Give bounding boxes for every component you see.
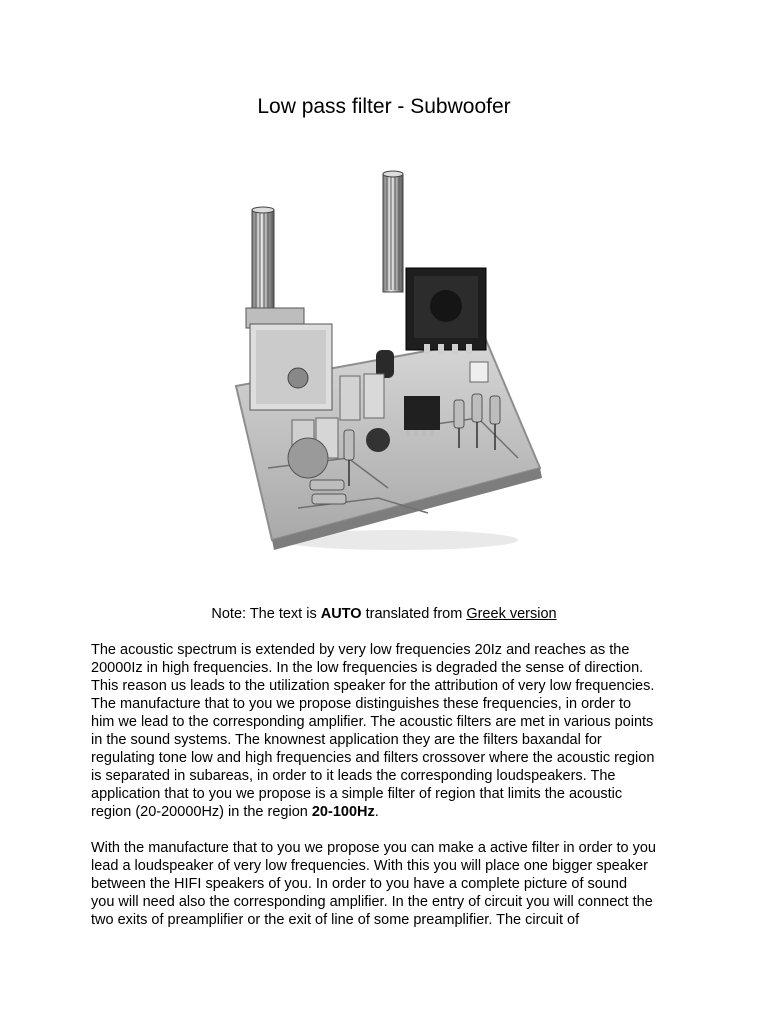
note-prefix: Note: The text is — [211, 606, 321, 622]
paragraph-line: application that to you we propose is a simple filter of region that limits the acoustic — [91, 786, 623, 802]
note-emphasis: AUTO — [320, 606, 362, 622]
paragraph-line: With the manufacture that to you we propose you can make a active filter in order to you — [91, 840, 656, 856]
paragraph-line: between the HIFI speakers of you. In order to you have a complete picture of sound — [91, 876, 628, 892]
page-title: Low pass filter - Subwoofer — [257, 95, 511, 118]
last-line-prefix: region (20-20000Hz) in the region — [91, 804, 312, 820]
last-line-suffix: . — [374, 804, 379, 820]
greek-version-link[interactable]: Greek version — [466, 606, 557, 622]
frequency-range: 20-100Hz — [311, 804, 375, 820]
paragraph-line: 20000Iz in high frequencies. In the low frequencies is degraded the sense of direction. — [91, 660, 644, 676]
paragraph-line: is separated in subareas, in order to it leads the corresponding loudspeakers. The — [91, 768, 616, 784]
paragraph-line: This reason us leads to the utilization speaker for the attribution of very low frequencies. — [91, 678, 655, 694]
circuit-board-photo — [228, 168, 548, 560]
paragraph-line: regulating tone low and high frequencies and filters crossover where the acoustic region — [91, 750, 655, 766]
paragraph-2 — [91, 839, 691, 929]
paragraph-line: two exits of preamplifier or the exit of line of some preamplifier. The circuit of — [91, 912, 580, 928]
paragraph-last-line — [91, 803, 691, 821]
paragraph-1 — [91, 641, 691, 821]
paragraph-line: you will need also the corresponding amplifier. In the entry of circuit you will connect the — [91, 894, 653, 910]
paragraph-line: The acoustic spectrum is extended by very low frequencies 20Iz and reaches as the — [91, 642, 630, 658]
translation-note — [0, 605, 768, 623]
paragraph-line: The manufacture that to you we propose distinguishes these frequencies, in order to — [91, 696, 632, 712]
note-middle: translated from — [361, 606, 467, 622]
paragraph-line: in the sound systems. The knownest application they are the filters baxandal for — [91, 732, 602, 748]
paragraph-line: him we lead to the corresponding amplifier. The acoustic filters are met in various points — [91, 714, 654, 730]
paragraph-line: lead a loudspeaker of very low frequencies. With this you will place one bigger speaker — [91, 858, 648, 874]
